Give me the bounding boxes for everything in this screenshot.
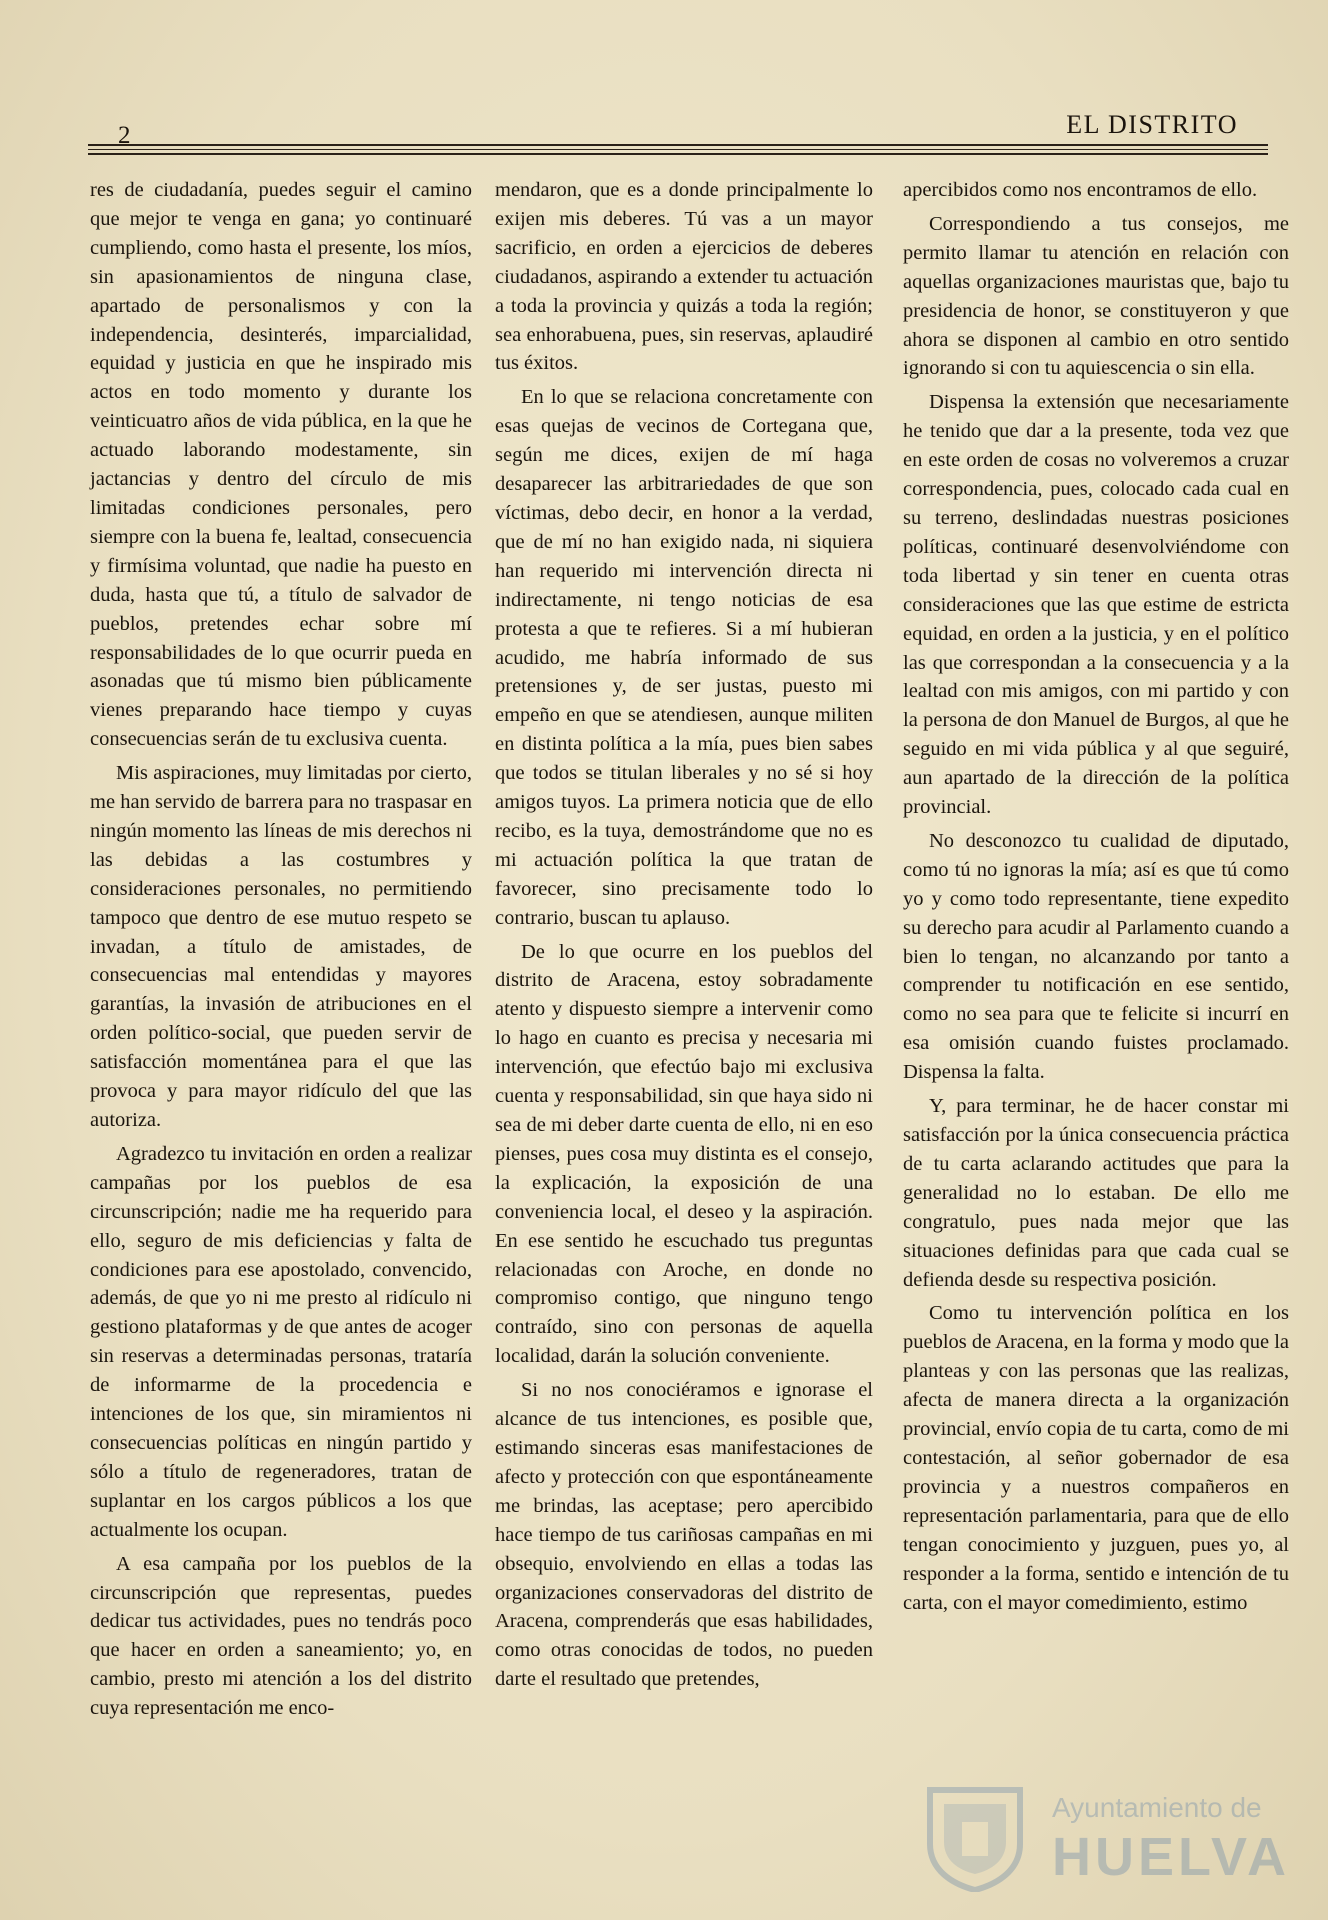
text-column-2: [495, 176, 873, 1699]
header-rule: [88, 153, 1268, 155]
paragraph: Dispensa la extensión que necesariamente he tenido que dar a la presente, toda vez que en este orden de cosas no volveremos a cruzar correspondencia, pues, colocado cada cual en su terreno, deslindadas nuestras posiciones políticas, continuaré desenvolviéndome con toda libertad y sin tener en cuenta otras consideraciones que las que estime de estricta equidad, en orden a la justicia, y en el político las que correspondan a la consecuencia y a la lealtad con mis amigos, con mi partido y con la persona de don Manuel de Burgos, al que he seguido en mi vida pública y al que seguiré, aun apartado de la dirección de la política provincial.: [903, 391, 1289, 819]
header-rule: [88, 144, 1268, 146]
paragraph: Mis aspiraciones, muy limitadas por cierto, me han servido de barrera para no traspasar en ningún momento las líneas de mis derechos ni las debidas a las costumbres y consideraciones personales, no permitiendo tampoco que dentro de ese mutuo respeto se invadan, a título de amistades, de consecuencias mal entendidas y mayores garantías, la invasión de atribuciones en el orden político-social, que pueden servir de satisfacción momentánea para el que las provoca y para mayor ridículo del que las autoriza.: [90, 762, 472, 1131]
paragraph: En lo que se relaciona concretamente con esas quejas de vecinos de Cortegana que, según me dices, exijen de mí haga desaparecer las arbitrariedades de que son víctimas, debo decir, en honor a la verdad, que de mí no han exigido nada, ni siquiera han requerido mi intervención directa ni indirectamente, ni tengo noticias de esa protesta a que te refieres. Si a mí hubieran acudido, me habría informado de sus pretensiones y, de ser justas, puesto mi empeño en que se atendiesen, aunque militen en distinta política a la mía, pues bien sabes que todos se titulan liberales y no sé si hoy amigos tuyos. La primera noticia que de ello recibo, es la tuya, demostrándome que no es mi actuación política la que tratan de favorecer, sino precisamente todo lo contrario, buscan tu aplauso.: [495, 386, 873, 929]
paragraph: Correspondiendo a tus consejos, me permito llamar tu atención en relación con aquellas organizaciones mauristas que, bajo tu presidencia de honor, se constituyeron y que ahora se disponen al cambio en otro sentido ignorando si con tu aquiescencia o sin ella.: [903, 212, 1289, 380]
paragraph: res de ciudadanía, puedes seguir el camino que mejor te venga en gana; yo continuaré cumpliendo, como hasta el presente, los míos, sin apasionamientos de ninguna clase, apartado de personalismos y con la independencia, desinterés, imparcialidad, equidad y justicia en que he inspirado mis actos en todo momento y durante los veinticuatro años de vida pública, en la que he actuado laborando modestamente, sin jactancias y dentro del círculo de mis limitadas condiciones personales, pero siempre con la buena fe, lealtad, consecuencia y firmísima voluntad, que nadie ha puesto en duda, hasta que tú, a título de salvador de pueblos, pretendes echar sobre mí responsabilidades de lo que ocurrir pueda en asonadas que tú mismo bien públicamente vienes preparando hace tiempo y cuyas consecuencias serán de tu exclusiva cuenta.: [90, 179, 472, 751]
watermark-title: Ayuntamiento de: [1052, 1792, 1262, 1823]
paragraph: De lo que ocurre en los pueblos del distrito de Aracena, estoy sobradamente atento y dispuesto siempre a intervenir como lo hago en cuanto es precisa y necesaria mi intervención, que efectúo bajo mi exclusiva cuenta y responsabilidad, sin que haya sido ni sea de mi deber darte cuenta de ello, ni en eso pienses, pues cosa muy distinta es el consejo, la explicación, la exposición de una conveniencia local, el deseo y la aspiración. En ese sentido he escuchado tus preguntas relacionadas con Aroche, en donde no compromiso contigo, que ninguno tengo contraído, sino con personas de aquella localidad, darán la solución conveniente.: [495, 940, 873, 1368]
text-column-3: [903, 176, 1289, 1622]
coat-of-arms-icon: [920, 1782, 1030, 1892]
paragraph: Como tu intervención política en los pueblos de Aracena, en la forma y modo que la planteas y con las personas que las realizas, afecta de manera directa a la organización provincial, envío copia de tu carta, como de mi contestación, al señor gobernador de esa provincia y a nuestros compañeros en representación parlamentaria, para que de ello tengan conocimiento y juzguen, pues yo, al responder a la forma, sentido e intención de tu carta, con el mayor comedimiento, estimo: [903, 1302, 1289, 1614]
page-number: 2: [118, 122, 131, 149]
header-rule: [88, 149, 1268, 150]
paragraph: apercibidos como nos encontramos de ello.: [903, 179, 1258, 201]
paragraph: Si no nos conociéramos e ignorase el alcance de tus intenciones, es posible que, estimando sinceras esas manifestaciones de afecto y protección con que espontáneamente me brindas, las aceptase; pero apercibido hace tiempo de tus cariñosas campañas en mi obsequio, envolviendo en ellas a todas las organizaciones conservadoras del distrito de Aracena, comprenderás que esas habilidades, como otras conocidas de todos, no pueden darte el resultado que pretendes,: [495, 1379, 873, 1691]
paragraph: Agradezco tu invitación en orden a realizar campañas por los pueblos de esa circunscripción; nadie me ha requerido para ello, seguro de mis deficiencias y falta de condiciones para ese apostolado, convencido, además, de que yo ni me presto al ridículo ni gestiono plataformas y de que antes de acoger sin reservas a determinadas personas, trataría de informarme de la procedencia e intenciones de los que, sin miramientos ni consecuencias políticas en ningún partido y sólo a título de regeneradores, tratan de suplantar en los cargos públicos a los que actualmente los ocupan.: [90, 1142, 472, 1541]
archive-watermark: [920, 1776, 1310, 1900]
paragraph: mendaron, que es a donde principalmente lo exijen mis deberes. Tú vas a un mayor sacrificio, en orden a ejercicios de deberes ciudadanos, aspirando a extender tu actuación a toda la provincia y quizás a toda la región; sea enhorabuena, pues, sin reservas, aplaudiré tus éxitos.: [495, 179, 873, 375]
paragraph: Y, para terminar, he de hacer constar mi satisfacción por la única consecuencia práctica de tu carta aclarando actitudes que para la generalidad no lo estaban. De ello me congratulo, pues nada mejor que las situaciones definidas para que cada cual se defienda desde su respectiva posición.: [903, 1095, 1289, 1291]
text-column-1: [90, 176, 472, 1728]
paragraph: No desconozco tu cualidad de diputado, como tú no ignoras la mía; así es que tú como yo y como todo representante, tiene expedito su derecho para acudir al Parlamento cuando a bien lo tengan, no alcanzando por tanto a comprender tu notificación en ese sentido, como no sea para que te felicite si incurrí en esa omisión cuando fuistes proclamado. Dispensa la falta.: [903, 829, 1289, 1084]
watermark-city: HUELVA: [1052, 1827, 1290, 1887]
masthead-title: EL DISTRITO: [1066, 110, 1238, 139]
page-header: [88, 106, 1268, 150]
paragraph: A esa campaña por los pueblos de la circunscripción que representas, puedes dedicar tus actividades, pues no tendrás poco que hacer en orden a saneamiento; yo, en cambio, presto mi atención a los del distrito cuya representación me enco-: [90, 1552, 472, 1720]
